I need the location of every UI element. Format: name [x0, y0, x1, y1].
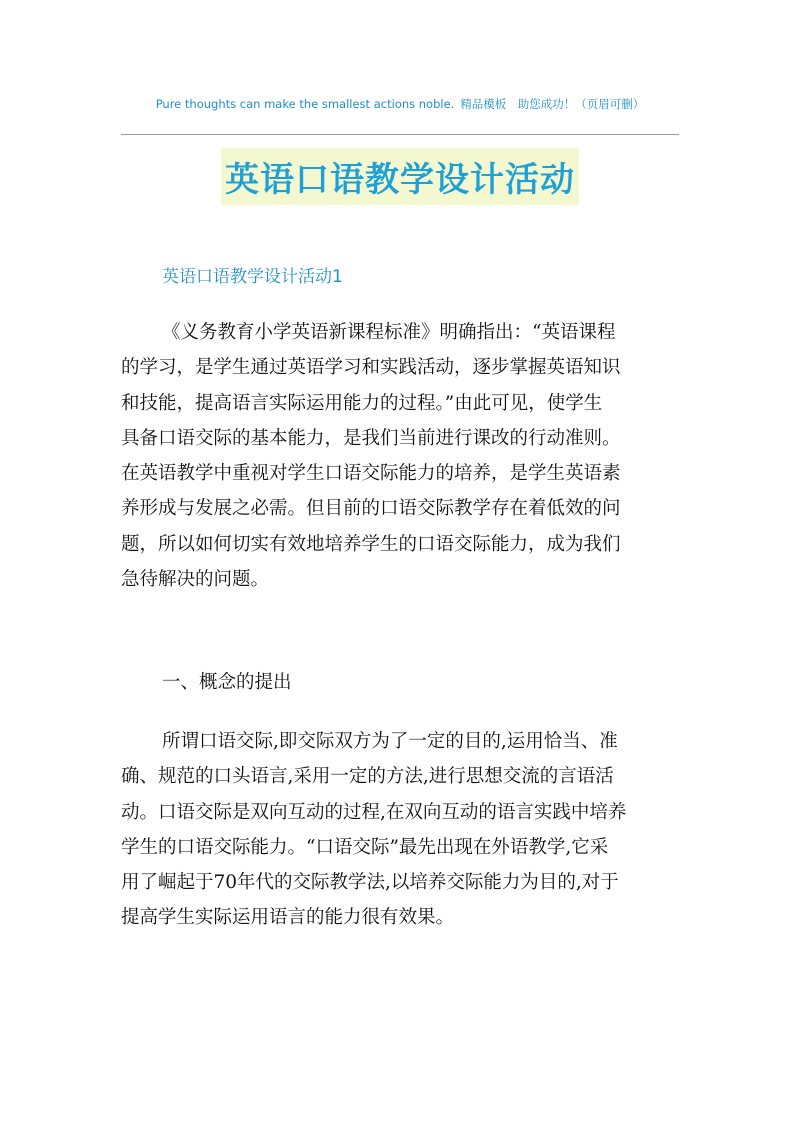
section-heading-concept: 一、概念的提出 — [162, 672, 292, 693]
title-wrapper — [0, 148, 800, 205]
page-header — [0, 96, 800, 112]
header-english: Pure thoughts can make the smallest actions noble. — [155, 97, 455, 111]
paragraph-line: 学生的口语交际能力。“口语交际”最先出现在外语教学,它采 — [121, 836, 609, 858]
paragraph-line: 养形成与发展之必需。但目前的口语交际教学存在着低效的问 — [121, 498, 621, 520]
paragraph-line: 具备口语交际的基本能力，是我们当前进行课改的行动准则。 — [121, 427, 621, 449]
paragraph-line: 和技能，提高语言实际运用能力的过程。”由此可见，使学生 — [121, 392, 603, 414]
paragraph-intro — [121, 315, 681, 597]
paragraph-line: 在英语教学中重视对学生口语交际能力的培养，是学生英语素 — [121, 463, 621, 485]
section-subtitle: 英语口语教学设计活动1 — [162, 267, 343, 287]
paragraph-concept — [121, 724, 681, 936]
header-divider — [121, 134, 679, 135]
paragraph-line: 提高学生实际运用语言的能力很有效果。 — [121, 907, 455, 929]
paragraph-line: 题，所以如何切实有效地培养学生的口语交际能力，成为我们 — [121, 533, 621, 555]
paragraph-line: 急待解决的问题。 — [121, 569, 270, 591]
paragraph-line: 确、规范的口头语言,采用一定的方法,进行思想交流的言语活 — [121, 766, 614, 788]
paragraph-line: 用了崛起于70年代的交际教学法,以培养交际能力为目的,对于 — [121, 872, 619, 894]
paragraph-line: 所谓口语交际,即交际双方为了一定的目的,运用恰当、准 — [162, 731, 618, 752]
paragraph-line: 的学习，是学生通过英语学习和实践活动，逐步掌握英语知识 — [121, 357, 621, 379]
paragraph-line: 动。口语交际是双向互动的过程,在双向互动的语言实践中培养 — [121, 801, 627, 823]
document-title: 英语口语教学设计活动 — [221, 148, 579, 205]
header-chinese: 精品模板 助您成功！（页眉可删） — [460, 97, 645, 111]
paragraph-line: 《义务教育小学英语新课程标准》明确指出：“英语课程 — [162, 322, 616, 343]
